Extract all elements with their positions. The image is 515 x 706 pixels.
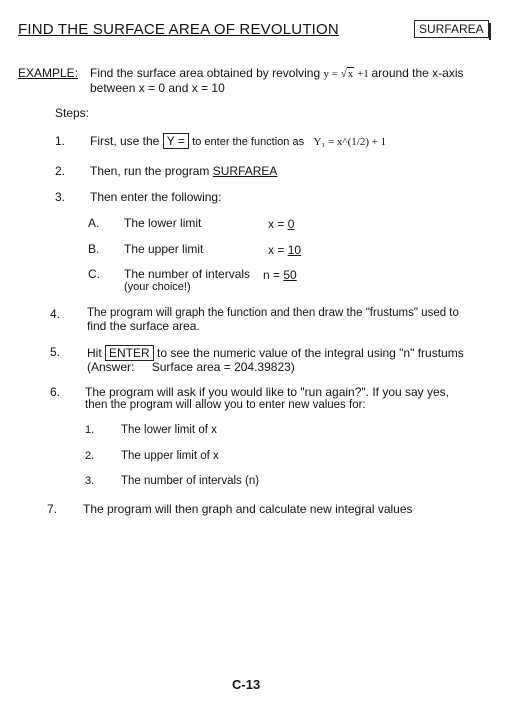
step-3c-note: (your choice!): [124, 281, 191, 293]
example-label: EXAMPLE:: [18, 66, 79, 80]
step-5-answer-value: Surface area = 204.39823): [151, 360, 295, 374]
example-line2: between x = 0 and x = 10: [90, 81, 225, 95]
step-4-number: 4.: [50, 307, 61, 321]
step-6-2-number: 2.: [85, 450, 95, 462]
step-3c-number: 50: [283, 268, 297, 282]
step-5-pre: Hit: [87, 346, 102, 360]
step-6-3-number: 3.: [85, 475, 95, 487]
step-7-text: The program will then graph and calculate new integral values: [83, 502, 413, 516]
step-3b-value: [268, 243, 301, 257]
step-1-formula: Y₁ = x^(1/2) + 1: [313, 136, 387, 148]
step-3a-label: The lower limit: [124, 216, 202, 230]
step-6-1-text: The lower limit of x: [121, 424, 217, 436]
step-1-number: 1.: [55, 134, 66, 148]
step-1-post: to enter the function as: [192, 136, 305, 148]
step-3-text: Then enter the following:: [90, 190, 222, 204]
step-3c-value: [263, 268, 297, 282]
step-3c-var: n =: [263, 268, 284, 282]
step-3b-label: The upper limit: [124, 242, 204, 256]
step-1-text: [90, 133, 386, 149]
step-6-line2: then the program will allow you to enter new values for:: [85, 399, 366, 411]
enter-key: ENTER: [105, 345, 154, 361]
steps-heading: Steps:: [55, 106, 90, 120]
example-text-before: Find the surface area obtained by revolving: [90, 66, 321, 80]
step-4-line2: find the surface area.: [87, 319, 200, 333]
step-5-line1: [87, 345, 464, 361]
step-3a-var: x =: [268, 217, 288, 231]
step-6-2-text: The upper limit of x: [121, 450, 219, 462]
sqrt-symbol: √: [340, 68, 347, 80]
step-2-program: SURFAREA: [212, 164, 278, 178]
step-6-1-number: 1.: [85, 424, 95, 436]
step-3b-var: x =: [268, 243, 288, 257]
step-3a-letter: A.: [88, 216, 100, 230]
example-equation: [323, 67, 371, 80]
step-2-text: [90, 164, 277, 178]
step-2-number: 2.: [55, 164, 66, 178]
step-6-number: 6.: [50, 385, 61, 399]
equation-radicand: x: [347, 68, 354, 80]
step-5-number: 5.: [50, 345, 61, 359]
step-3b-letter: B.: [88, 242, 100, 256]
step-5-answer-label: (Answer:: [87, 360, 135, 374]
step-3a-number: 0: [287, 217, 295, 231]
step-1-pre: First, use the: [90, 134, 160, 148]
step-6-3-text: The number of intervals (n): [121, 475, 260, 487]
step-3b-number: 10: [287, 243, 302, 257]
step-4-line1: The program will graph the function and then draw the "frustums" used to: [87, 307, 459, 319]
step-3a-value: [268, 217, 294, 231]
step-3-number: 3.: [55, 190, 66, 204]
step-5-answer: [87, 360, 295, 374]
equation-tail: +1: [354, 68, 369, 80]
equation-lhs: y =: [323, 68, 341, 80]
program-tag: SURFAREA: [414, 20, 489, 38]
step-3c-letter: C.: [88, 267, 100, 281]
step-6-line1: The program will ask if you would like to "run again?". If you say yes,: [85, 385, 450, 399]
step-7-number: 7.: [47, 502, 58, 516]
example-text-after: around the x-axis: [371, 66, 464, 80]
step-3c-label: The number of intervals: [124, 267, 251, 281]
example-text: [90, 66, 464, 80]
page-number: C-13: [232, 677, 261, 692]
page-title: FIND THE SURFACE AREA OF REVOLUTION: [18, 21, 339, 38]
y-equals-key: Y =: [163, 133, 189, 149]
step-5-post: to see the numeric value of the integral using "n" frustums: [157, 346, 464, 360]
step-2-pre: Then, run the program: [90, 164, 210, 178]
